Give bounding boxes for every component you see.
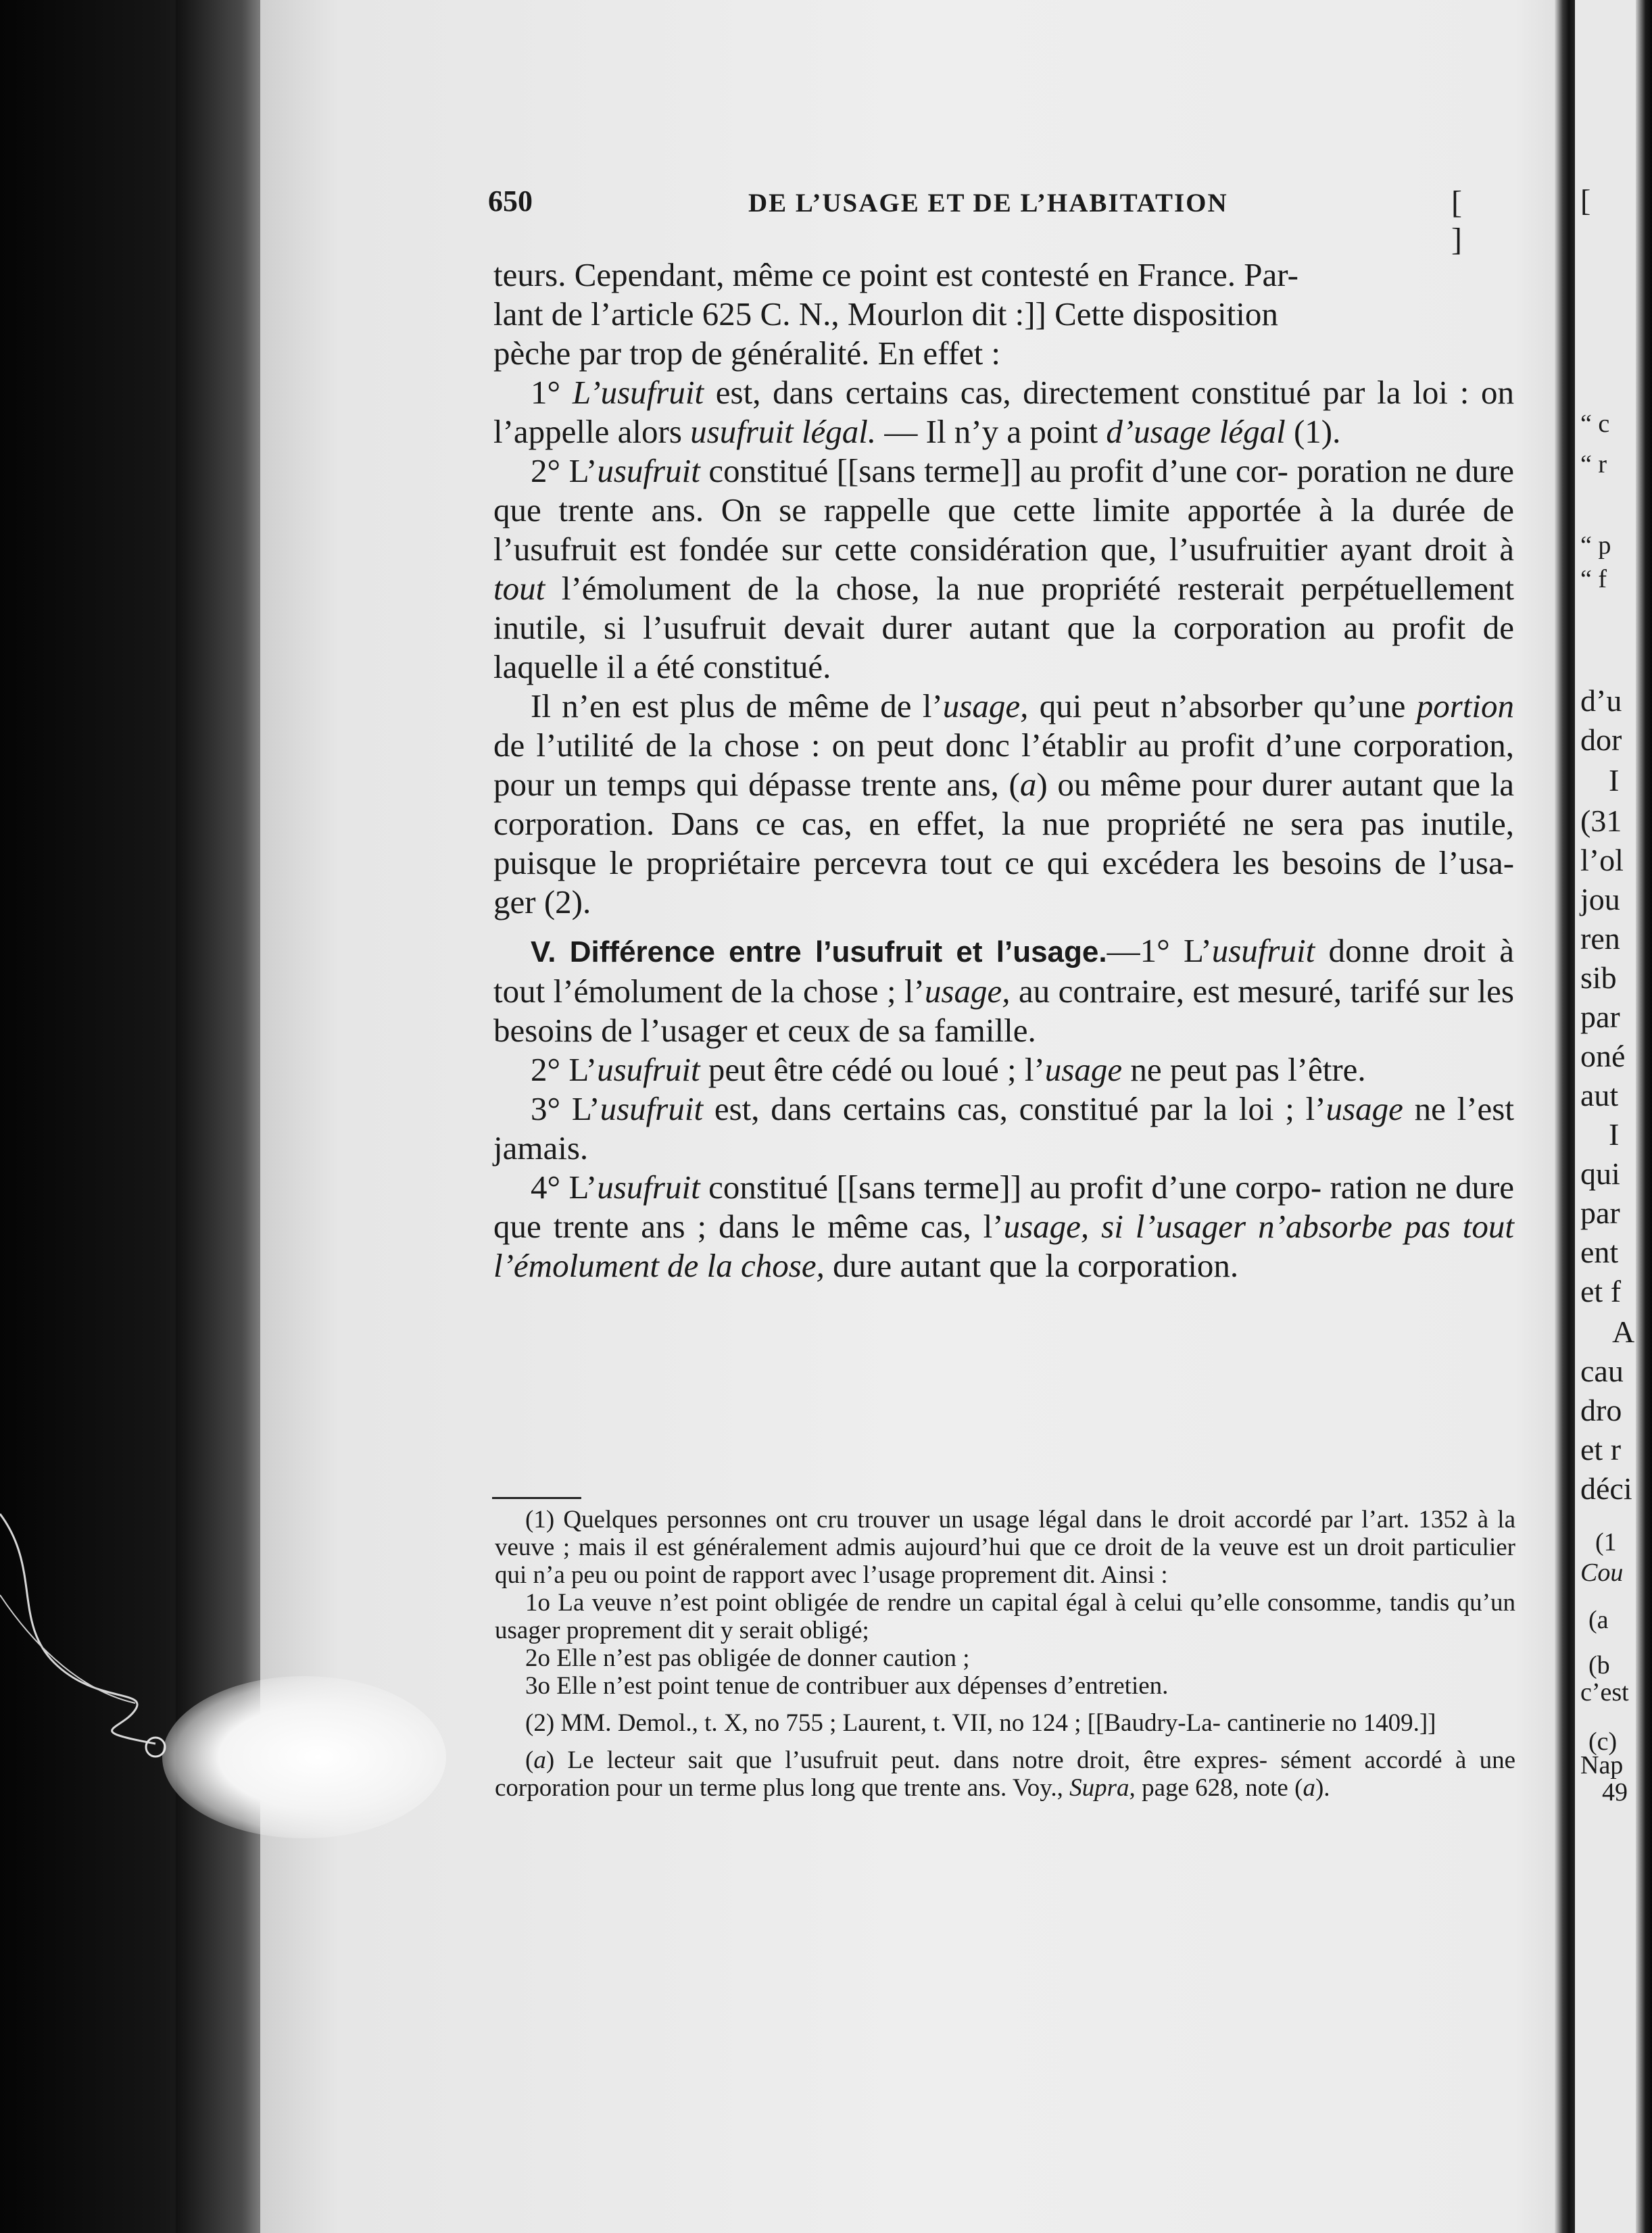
facing-fragment: (c) xyxy=(1588,1727,1618,1756)
facing-fragment: (31 xyxy=(1580,804,1622,838)
facing-fragment: et r xyxy=(1580,1432,1622,1467)
section-v-paragraph: V. Différence entre l’usufruit et l’usage.—1° L’usufruit donne droit à tout l’émolument de la chose ; l’usage, au contraire, est mesuré, tarifé sur les besoins de l’usager et ceux de sa famille. xyxy=(493,932,1514,1049)
facing-fragment: par xyxy=(1580,1000,1620,1034)
facing-fragment: oné xyxy=(1580,1039,1626,1073)
facing-fragment: par xyxy=(1580,1196,1620,1230)
facing-fragment: déci xyxy=(1580,1471,1632,1506)
facing-fragment: A xyxy=(1612,1315,1635,1349)
footnote-2: (2) MM. Demol., t. X, no 755 ; Laurent, t. VII, no 124 ; [[Baudry-La- cantinerie no 1409.]] xyxy=(525,1709,1436,1737)
facing-fragment: 49 xyxy=(1602,1778,1628,1807)
facing-fragment: sib xyxy=(1580,960,1617,995)
facing-fragment: Cou xyxy=(1580,1559,1624,1587)
paragraph: 2° L’usufruit peut être cédé ou loué ; l’usage ne peut pas l’être. xyxy=(531,1051,1366,1088)
facing-fragment: “ r xyxy=(1580,450,1607,478)
footnote-rule xyxy=(492,1497,581,1499)
facing-fragment: ent xyxy=(1580,1235,1619,1269)
paragraph: 4° L’usufruit constitué [[sans terme]] au profit d’une corpo- ration ne dure que trente ans ; dans le même cas, l’usage, si l’usager n’absorbe pas tout l’émolument de la chose, dure autant que la corporation. xyxy=(493,1169,1515,1284)
header-bracket: [ ] xyxy=(1451,185,1477,257)
paper-blot xyxy=(162,1676,446,1838)
facing-fragment: I xyxy=(1609,763,1620,798)
facing-fragment: qui xyxy=(1580,1156,1620,1191)
page-gutter xyxy=(1555,0,1575,2233)
facing-fragment: Nap xyxy=(1580,1751,1624,1780)
facing-fragment: I xyxy=(1609,1117,1620,1152)
facing-fragment: aut xyxy=(1580,1078,1619,1112)
footnotes: (1) Quelques personnes ont cru trouver un usage légal dans le droit accordé par l’art. 1352 à la veuve ; mais il est généralement admis aujourd’hui que ce droit de la veuve est un droit particulier qui n’a peu ou point de rapport avec l’usage proprement dit. Ainsi : 1o La veuve n’est point obligée de rendre un capital égal à celui qu’elle consomme, tandis qu’un usager proprement dit y serait obligé; 2o Elle n’est pas obligée de donner caution ; 3o Elle n’est point tenue de contribuer aux dépenses d’entretien. (2) MM. Demol., t. X, no 755 ; Laurent, t. VII, no 124 ; [[Baudry-La- cantinerie no 1409.]] (a) Le lecteur sait que l’usufruit peut. dans notre droit, être expres- sément accordé à une corporation pour un terme plus long que trente ans. Voy., Supra, page 628, note (a). xyxy=(495,1506,1516,1802)
facing-fragment: (a xyxy=(1588,1606,1609,1634)
paragraph: teurs. Cependant, même ce point est contesté en France. Par- lant de l’article 625 C. N., Mourlon dit :]] Cette disposition pèche par trop de généralité. En effet : xyxy=(493,256,1298,372)
facing-fragment: ren xyxy=(1580,921,1620,956)
facing-fragment: “ f xyxy=(1580,565,1607,593)
paragraph: Il n’en est plus de même de l’usage, qui peut n’absorber qu’une portion de l’utilité de la chose : on peut donc l’établir au profit d’une corporation, pour un temps qui dépasse trente ans, (a) ou même pour durer autant que la corporation. Dans ce cas, en effet, la nue propriété ne sera pas inutile, puisque le propriétaire percevra tout ce qui excédera les besoins de l’usa- ger (2). xyxy=(493,687,1515,921)
scan-right-edge xyxy=(1636,0,1652,2233)
scan-binding-shadow xyxy=(176,0,270,2233)
facing-fragment: (1 xyxy=(1595,1528,1617,1556)
footnote-a: (a) Le lecteur sait que l’usufruit peut. dans notre droit, être expres- sément accordé à une corporation pour un terme plus long que trente ans. Voy., Supra, page 628, note (a). xyxy=(495,1746,1515,1802)
facing-fragment: cau xyxy=(1580,1354,1624,1388)
facing-fragment: dro xyxy=(1580,1393,1622,1427)
facing-fragment: [ xyxy=(1580,183,1591,218)
facing-fragment: l’ol xyxy=(1580,843,1624,877)
running-title: DE L’USAGE ET DE L’HABITATION xyxy=(748,189,1228,218)
page-header xyxy=(488,184,1515,257)
facing-fragment: “ c xyxy=(1580,410,1610,438)
facing-fragment: dor xyxy=(1580,722,1622,757)
facing-fragment: et f xyxy=(1580,1274,1622,1308)
paragraph: 2° L’usufruit constitué [[sans terme]] au profit d’une cor- poration ne dure que trente ans. On se rappelle que cette limite apportée à la durée de l’usufruit est fondée sur cette considération que, l’usufruitier ayant droit à tout l’émolument de la chose, la nue propriété resterait perpétuellement inutile, si l’usufruit devait durer autant que la corporation au profit de laquelle il a été constitué. xyxy=(493,452,1515,685)
paragraph: 3° L’usufruit est, dans certains cas, constitué par la loi ; l’usage ne l’est jamais. xyxy=(493,1090,1514,1167)
facing-fragment: jou xyxy=(1580,882,1620,916)
page-number: 650 xyxy=(488,185,533,218)
main-text xyxy=(493,255,1514,1285)
facing-fragment: “ p xyxy=(1580,531,1611,560)
facing-fragment: (b xyxy=(1588,1651,1610,1679)
facing-fragment: c’est xyxy=(1580,1678,1629,1707)
facing-fragment: d’u xyxy=(1580,683,1622,718)
footnote-1: (1) Quelques personnes ont cru trouver un usage légal dans le droit accordé par l’art. 1352 à la veuve ; mais il est généralement admis aujourd’hui que ce droit de la veuve est un droit particulier qui n’a peu ou point de rapport avec l’usage proprement dit. Ainsi : xyxy=(495,1506,1515,1589)
section-heading: V. Différence entre l’usufruit et l’usage. xyxy=(531,935,1107,968)
paragraph: 1° L’usufruit est, dans certains cas, directement constitué par la loi : on l’appelle alors usufruit légal. — Il n’y a point d’usage légal (1). xyxy=(493,374,1515,450)
